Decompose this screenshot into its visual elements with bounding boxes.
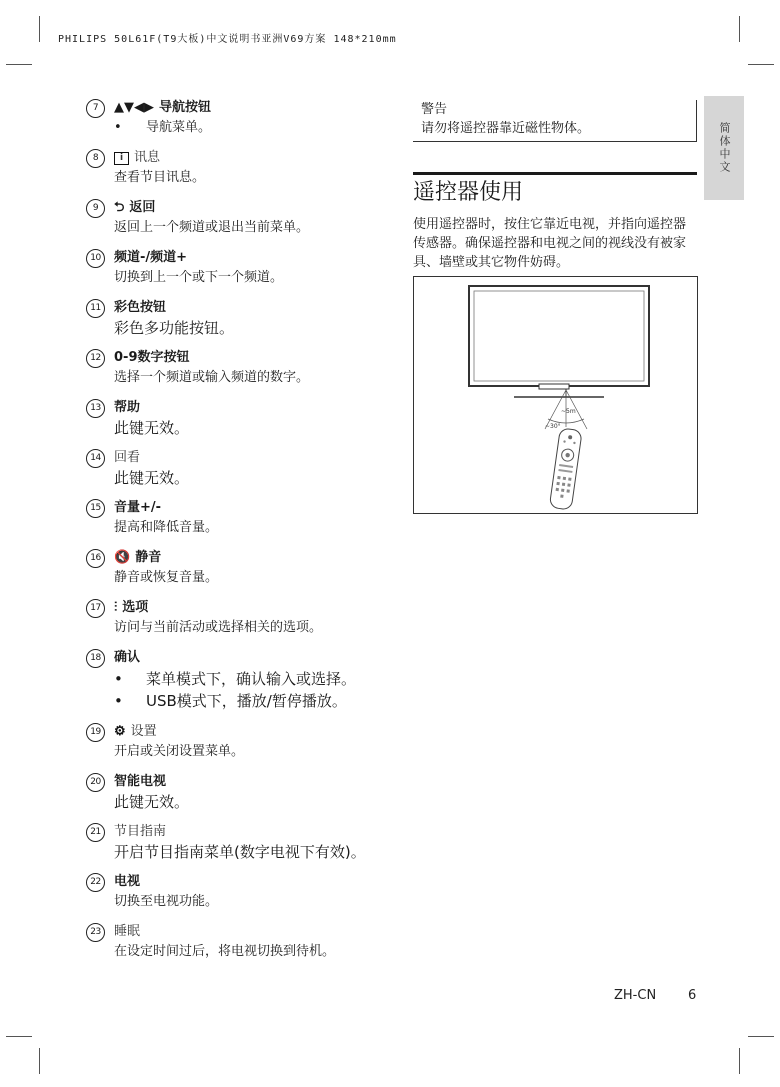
language-tab-label: 简体中文: [718, 122, 731, 174]
list-item: [86, 398, 386, 438]
back-icon: ⮌: [114, 200, 125, 215]
list-item: [86, 548, 386, 588]
item-number: 9: [86, 199, 105, 218]
section-divider: [413, 172, 697, 175]
item-number: 8: [86, 149, 105, 168]
list-item: [86, 598, 386, 638]
tv-remote-illustration: [414, 277, 697, 513]
item-title: 静音: [135, 550, 162, 565]
item-title: 音量+/-: [114, 500, 162, 515]
item-title: 设置: [130, 724, 157, 739]
footer-language: ZH-CN: [614, 988, 657, 1003]
item-desc: 开启节目指南菜单(数字电视下有效)。: [114, 843, 366, 861]
item-title: 睡眠: [114, 924, 141, 939]
list-item: [86, 822, 386, 862]
warning-title: 警告: [421, 102, 448, 117]
options-icon: ⫶: [114, 600, 118, 615]
item-desc: 切换至电视功能。: [114, 894, 219, 909]
gear-icon: ⚙: [114, 724, 126, 739]
warning-text: 请勿将遥控器靠近磁性物体。: [421, 121, 591, 136]
item-title: 0-9数字按钮: [114, 350, 190, 365]
crop-mark: [748, 64, 774, 65]
item-number: 13: [86, 399, 105, 418]
item-desc: 查看节目讯息。: [114, 170, 206, 185]
item-number: 16: [86, 549, 105, 568]
crop-mark: [39, 16, 40, 42]
item-desc: 选择一个频道或输入频道的数字。: [114, 370, 310, 385]
page-header: PHILIPS 50L61F(T9大板)中文说明书亚洲V69方案 148*210mm: [58, 34, 397, 45]
item-number: 15: [86, 499, 105, 518]
item-number: 7: [86, 99, 105, 118]
item-desc: 彩色多功能按钮。: [114, 319, 235, 337]
list-item: [86, 448, 386, 488]
angle-label: ~30°: [545, 423, 561, 430]
item-title: 确认: [114, 650, 141, 665]
item-title: 讯息: [134, 150, 161, 165]
crop-mark: [748, 1036, 774, 1037]
remote-usage-figure: [413, 276, 698, 514]
item-number: 19: [86, 723, 105, 742]
item-title: 彩色按钮: [114, 300, 167, 315]
crop-mark: [6, 1036, 32, 1037]
item-number: 10: [86, 249, 105, 268]
item-title: 节目指南: [114, 824, 167, 839]
item-title: 智能电视: [114, 774, 167, 789]
remote-control: [549, 428, 582, 510]
distance-label: ~5m: [561, 408, 576, 415]
item-desc: 开启或关闭设置菜单。: [114, 744, 245, 759]
section-text: 使用遥控器时，按住它靠近电视，并指向遥控器传感器。确保遥控器和电视之间的视线没有被家具、墙壁或其它物件妨碍。: [413, 217, 687, 270]
item-number: 12: [86, 349, 105, 368]
item-number: 18: [86, 649, 105, 668]
item-bullet: USB模式下，播放/暂停播放。: [146, 692, 347, 710]
warning-box: [413, 100, 697, 142]
item-number: 23: [86, 923, 105, 942]
item-desc: 访问与当前活动或选择相关的选项。: [114, 620, 323, 635]
item-title: 返回: [129, 200, 156, 215]
crop-mark: [39, 1048, 40, 1074]
language-tab: [704, 96, 744, 200]
item-number: 17: [86, 599, 105, 618]
crop-mark: [739, 1048, 740, 1074]
navigation-arrows-icon: ▲▼◀▶: [114, 100, 154, 115]
list-item: [86, 498, 386, 538]
item-desc: 提高和降低音量。: [114, 520, 219, 535]
list-item: [86, 922, 386, 962]
item-desc: 返回上一个频道或退出当前菜单。: [114, 220, 310, 235]
list-item: 18 确认 • 菜单模式下，确认输入或选择。 • USB模式下，播放/暂停播放。: [86, 648, 386, 712]
item-title: 频道-/频道+: [114, 250, 188, 265]
list-item: [86, 722, 386, 762]
item-title: 选项: [122, 600, 149, 615]
list-item: [86, 772, 386, 812]
item-title: 电视: [114, 874, 141, 889]
list-item: [86, 198, 386, 238]
item-title: 回看: [114, 450, 141, 465]
item-desc: 此键无效。: [114, 793, 190, 811]
item-desc: 静音或恢复音量。: [114, 570, 219, 585]
crop-mark: [6, 64, 32, 65]
crop-mark: [739, 16, 740, 42]
list-item: [86, 348, 386, 388]
item-title: 导航按钮: [159, 100, 212, 115]
tv-screen: [469, 286, 649, 386]
mute-icon: 🔇: [114, 550, 131, 565]
item-title: 帮助: [114, 400, 141, 415]
item-number: 21: [86, 823, 105, 842]
item-number: 11: [86, 299, 105, 318]
page-number: 6: [688, 988, 697, 1003]
list-item: [86, 872, 386, 912]
list-item: 7 ▲▼◀▶ 导航按钮 • 导航菜单。: [86, 98, 386, 138]
item-desc: 在设定时间过后，将电视切换到待机。: [114, 944, 336, 959]
button-list: [86, 98, 386, 972]
item-number: 20: [86, 773, 105, 792]
list-item: [86, 148, 386, 188]
item-desc: 此键无效。: [114, 469, 190, 487]
item-desc: 切换到上一个或下一个频道。: [114, 270, 284, 285]
section-title: 遥控器使用: [413, 180, 524, 205]
item-number: 22: [86, 873, 105, 892]
info-icon: i: [114, 152, 129, 165]
item-number: 14: [86, 449, 105, 468]
list-item: [86, 248, 386, 288]
item-bullet: 导航菜单。: [146, 120, 212, 135]
item-desc: 此键无效。: [114, 419, 190, 437]
item-bullet: 菜单模式下，确认输入或选择。: [146, 670, 357, 688]
list-item: [86, 298, 386, 338]
